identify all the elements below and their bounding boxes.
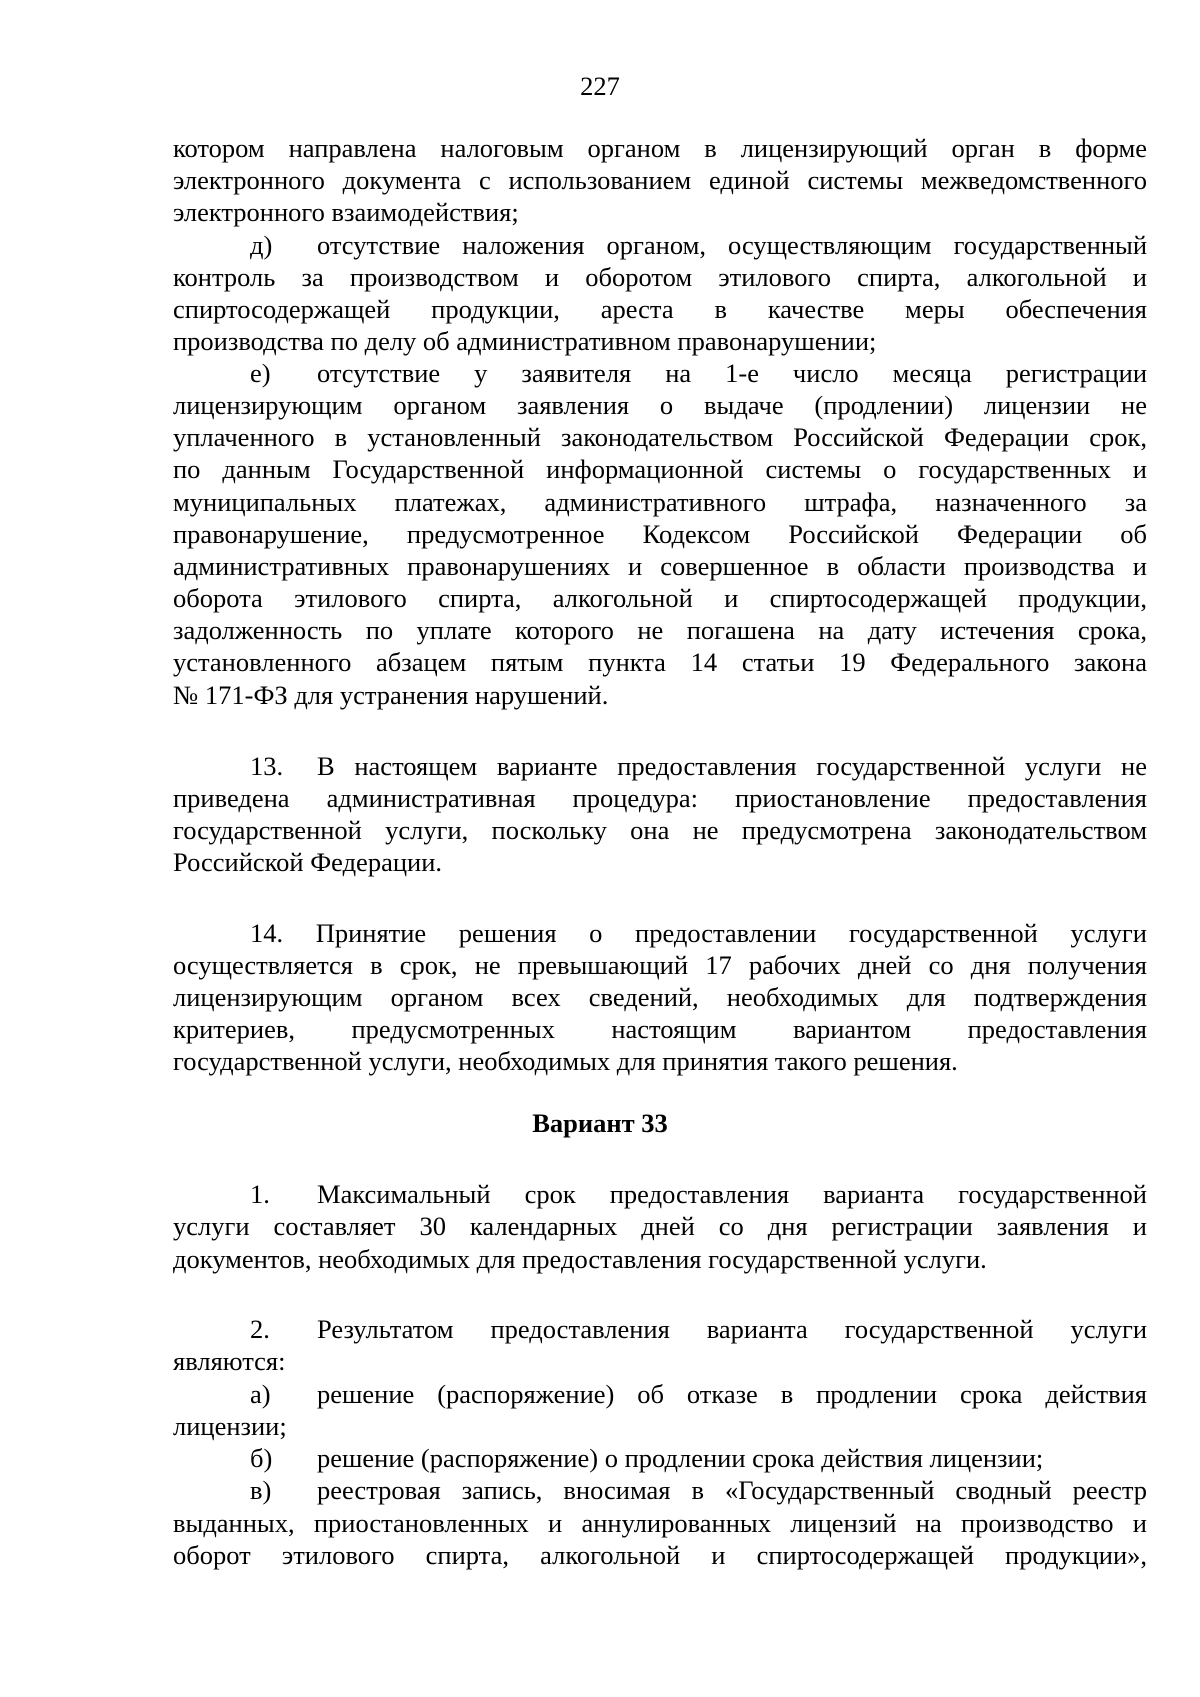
list-item-b [250,1442,1147,1474]
text-line: государственной услуги, необходимых для принятия такого решения. [173,1046,958,1076]
text-line: оборота этилового спирта, алкогольной и спиртосодержащей продукции, [173,583,1147,613]
list-item-v [250,1474,1147,1506]
text-line: отсутствие наложения органом, осуществляющим государственный [317,230,1147,260]
text-line: электронного взаимодействия; [173,197,519,227]
text-line: критериев, предусмотренных настоящим вариантом предоставления [173,1014,1147,1044]
text-line: оборот этилового спирта, алкогольной и спиртосодержащей продукции», [173,1540,1147,1570]
text-line: выданных, приостановленных и аннулированных лицензий на производство и [173,1508,1147,1538]
paragraph-number: 1. [250,1179,270,1209]
text-line: лицензирующим органом заявления о выдаче (продлении) лицензии не [173,390,1147,420]
list-marker: б) [250,1443,273,1473]
paragraph-13 [250,750,1147,782]
text-line: являются: [173,1346,286,1376]
list-marker: д) [250,230,273,260]
text-line: спиртосодержащей продукции, ареста в качестве меры обеспечения [173,294,1147,324]
text-line: Результатом предоставления варианта государственной услуги [317,1314,1147,1344]
list-marker: а) [250,1379,271,1409]
text-line: административных правонарушениях и совершенное в области производства и [173,551,1147,581]
paragraph-2 [250,1313,1147,1345]
list-marker: е) [250,358,271,388]
page-number: 227 [580,71,620,101]
paragraph-14: 14. Принятие решения о предоставлении государственной услуги [250,918,1147,948]
text-line: по данным Государственной информационной системы о государственных и [173,454,1147,484]
text-line: лицензии; [173,1411,287,1441]
text-line: документов, необходимых для предоставления государственной услуги. [173,1244,987,1274]
text-line: услуги составляет 30 календарных дней со дня регистрации заявления и [173,1211,1147,1241]
text-line: осуществляется в срок, не превышающий 17 рабочих дней со дня получения [173,950,1147,980]
text-line: № 171-ФЗ для устранения нарушений. [173,680,609,710]
text-line: приведена административная процедура: приостановление предоставления [173,783,1147,813]
text-line: В настоящем варианте предоставления государственной услуги не [317,751,1147,781]
text-line: Российской Федерации. [173,847,442,877]
text-line: правонарушение, предусмотренное Кодексом Российской Федерации об [173,519,1147,549]
list-item-e [250,357,1147,389]
text-line: контроль за производством и оборотом этилового спирта, алкогольной и [173,262,1147,292]
text-line: котором направлена налоговым органом в лицензирующий орган в форме [173,133,1147,163]
paragraph-number: 13. [250,751,284,781]
text-line: отсутствие у заявителя на 1-е число месяца регистрации [317,358,1147,388]
list-item-a [250,1378,1147,1410]
text-line: лицензирующим органом всех сведений, необходимых для подтверждения [173,982,1147,1012]
text-line: реестровая запись, вносимая в «Государственный сводный реестр [317,1475,1147,1505]
section-heading: Вариант 33 [532,1108,668,1138]
text-line: производства по делу об административном правонарушении; [173,326,877,356]
text-line: задолженность по уплате которого не погашена на дату истечения срока, [173,615,1147,645]
paragraph-number: 2. [250,1314,270,1344]
text-line: Максимальный срок предоставления варианта государственной [317,1179,1147,1209]
text-line: электронного документа с использованием единой системы межведомственного [173,165,1147,195]
paragraph-1 [250,1178,1147,1210]
text-line: установленного абзацем пятым пункта 14 статьи 19 Федерального закона [173,647,1147,677]
text-line: решение (распоряжение) об отказе в продлении срока действия [317,1379,1147,1409]
text-line: решение (распоряжение) о продлении срока действия лицензии; [317,1443,1044,1473]
text-line: уплаченного в установленный законодательством Российской Федерации срок, [173,422,1147,452]
text-line: государственной услуги, поскольку она не предусмотрена законодательством [173,815,1147,845]
list-marker: в) [250,1475,272,1505]
text-line: муниципальных платежах, административного штрафа, назначенного за [173,487,1147,517]
list-item-d [250,229,1147,261]
